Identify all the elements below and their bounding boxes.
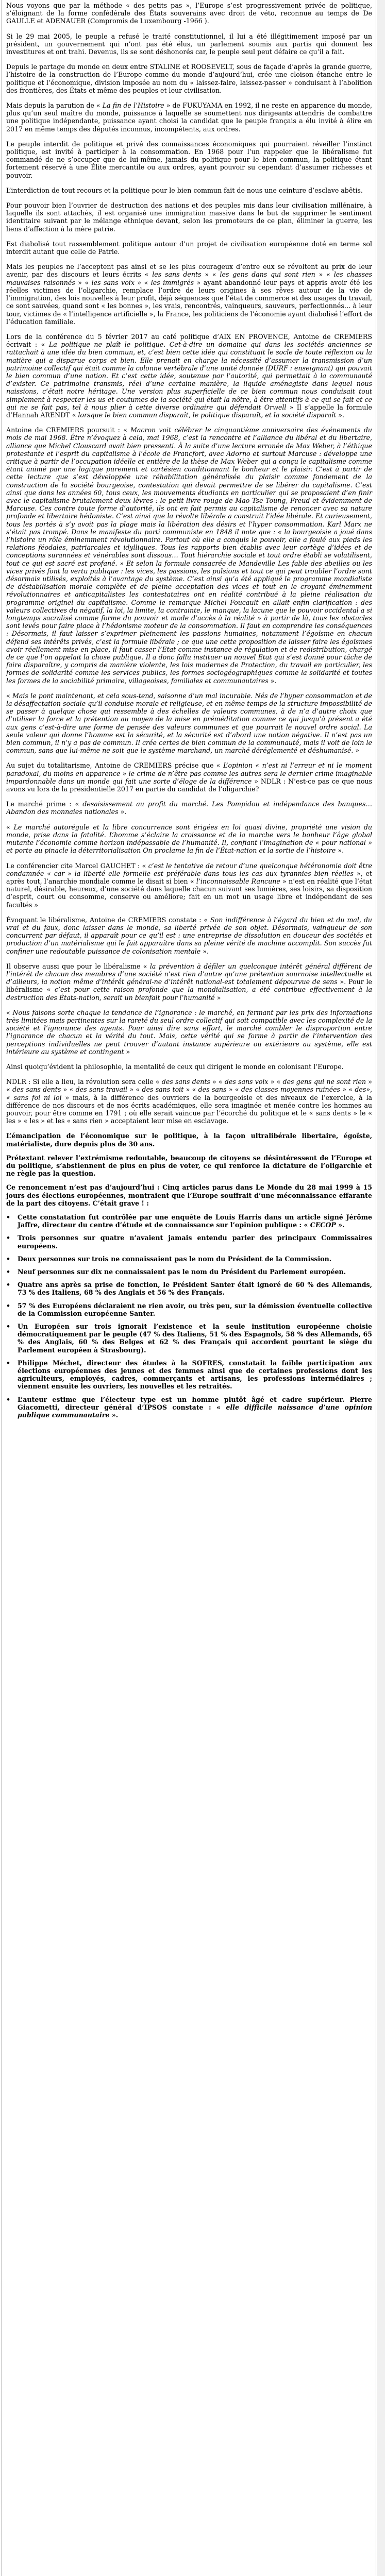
bullet-icon: • [6,1213,11,1222]
text-run: » « [134,278,151,286]
bullet-item [6,1255,372,1263]
text-run: Nous voyons que par la méthode « des petits pas », l’Europe s’est progressivement privée de politique, s’éloignant de la forme confédérale des États souverains avec droit de véto, reconnue au temps de De GAULLE et ADENAUER (Compromis de Luxembourg -1966 ). [6,2,372,25]
quoted-text: des classes moyennes ruinées [241,1086,341,1094]
quoted-text: des sans voix [224,1078,269,1086]
quoted-text: Macron voit célébrer le cinquantième anniversaire des événements du mois de mai 1968. Être n’évoquez à cela, mai 1968, c’est la rencontre et l’alliance du libéral et du libertaire, alliance que Michel Clouscard avait bien pressenti. À la suite d’une lecture erronée de Max Weber, à l’éthique protestante et l’esprit du capitalisme à l’école de Francfort, avec Adorno et surtout Marcuse : développe une critique à partir de l’occupation idéelle et entière de la thèse de Max Weber qui a conçu le capitalisme comme étant animé par une logique purement et cartésien conditionnant le bonheur et le plaisir. C’est à partir de cette lecture que s’est développée une réhabilitation généralisée du plaisir comme fondement de la construction de la société bourgeoise, contestation qui devait permettre de se libérer du capitalisme. C’est ainsi que dans les années 60, tous ceux, les mouvements étudiants en particulier qui se proposaient d’en finir avec le capitalisme brutalement deux lèvres : le petit livre rouge de Mao Tse Toung, Freud et évidemment de Marcuse. Ces contre toute forme d’autorité, ils ont en fait permis au capitalisme de renoncer avec sa nature profonde et libertaire hédoniste. C’est ainsi que la révolte libérale a construit l’idée libérale. Et curieusement, tous les portés à s’y avoit pas la plage mais la libération des désirs et l’hyper consommation. Karl Marx ne s’était pas trompé. Dans le manifeste du parti communiste en 1848 il note que : « la bourgeoisie a joué dans l’histoire un rôle éminemment révolutionnaire. Partout où elle a conquis le pouvoir, elle a foulé aux pieds les relations féodales, patriarcales et idylliques. Tous les rapports bien établis avec leur cortège d’idées et de conceptions surannées et vénérables sont dissous… Tout hiérarchie sociale et tout ordre établi se volatilisent, tout ce qui est sacré est profané. » Et selon la formule consacrée de Mandeville Les fable des abeilles ou les vices privés font la vertu publique : les vices, les passions, les pulsions et tout ce qui peut troubler l’ordre sont désormais utilisés, exploités à l’avantage du système. C’est ainsi qu’a été appliqué le programme mondialiste de déstabilisation morale complète et de pleine acceptation des vices et tout en le croyant éminemment révolutionnaires et anticapitalistes les contestataires ont en réalité contribué à la pleine réalisation du programme originel du capitalisme. Comme le remarque Michel Foucault en allait enfin clarification : des valeurs collectives du négatif, la loi, la limite, la contrainte, le manque, la lacune que le pouvoir occidental a si longtemps sacralisé comme forme du pouvoir et mode d’accès à la réalité » à partir de là, tous les obstacles sont levés pour faire place à l’hédonisme moteur de la consommation. Il faut en comprendre les conséquences : Désormais, il faut laisser s’exprimer pleinement les passions humaines, notamment l’égoïsme en chacun défend ses intérêts privés, c’est la formule libérale ; ce que une cette proposition de laisser faire les égoïsmes avoir réellement mise en place, il faut casser l’Etat comme instance de régulation et de redistribution, chargé de ce que l’on appelait la chose publique. Il a donc fallu instituer un nouvel Etat qui s’est donné pour tâche de faire disparaître, y compris de manière violente, les lois modernes de Protection, du travail en particulier, les formes de solidarité comme les services publics, les formes sociogéographiques comme la solidarité et toutes les formes de la sociabilité primaire, villageoises, familiales et communautaires [6,426,372,685]
quoted-text: Nous faisons sorte chaque la tendance de l’ignorance : le marché, en fermant par les prix des informations très limitées mais pertinentes sur la rareté du seul ordre collectif qui soit compatible avec les complexité de la société et l’ignorance des agents. Pour ainsi dire sans effort, le marché combler le disproportion entre l’ignorance de chacun et la vérité du tout. Mais, cette vérité qui se forme à partir de l’intervention des perceptions individuelles ne peut trouver d’autant instance supérieure ou extérieure au système, elle est intérieure au système et contingent [6,1008,372,1056]
vertical-scrollbar[interactable] [377,0,385,2576]
quoted-text: Mais le pont maintenant, et cela sous-tend, saisonne d’un mal incurable. Nés de l’hyper consommation et de la désaffectation sociale qu’il conduise morale et religieuse, et en même temps de la structure impossibilité de se passer à quelque chose qui ressemble à des échelles de valeurs communes, à de n’a d’autre choix que d’utiliser la force et la prétention au moyen de la mise en préméditation comme ce qui jusqu’à présent a été aux gens c’est-à-dire une forme de pensée des valeurs communes et que pourrait le nouvel ordre social. La seule valeur qui donne l’homme est la sécurité, et la sécurité est d’abord une notion négative. Il n’est pas un bien commun, il n’y a pas de commun. Il crée certes de bien commun de la communauté, mais il voit de loin le commun, sans que lui-même ne soit que le système marchand, un marché déréglementé et déshumanisé. [6,691,372,755]
text-run: Le peuple interdit de politique et privé des connaissances économiques qui pourraient réveiller l’instinct politique, est invité à participer à la consommation. En 1968 pour l’un rappeler que le libéralisme fut commandé de ne s’occuper que de lui-même, jamais du politique pour le bien commun, la politique étant fortement réservé à une Élite mercantile ou aux ordres, ayant pouvoir su cependant d’assumer richesses et pouvoir. [6,140,372,179]
text-run: Pour pouvoir bien l’ouvrier de destruction des nations et des peuples mis dans leur civilisation millénaire, à laquelle ils sont attachés, il est organisé une immigration massive dans le but de supprimer le sentiment identitaire suivant par le mélange ethnique devant, selon les promoteurs de ce plan, éliminer la guerre, les liens d’affection à la mère patrie. [6,201,372,233]
quoted-text: CECOP [310,1221,336,1229]
quoted-text: desaisissement au profit du marché. Les Pompidou et indépendance des banques…Abandon des monnaies nationales [6,800,373,816]
quoted-text: des sans toit [142,1086,184,1094]
paragraph [6,823,372,855]
text-run: Mais les peuples ne l’acceptent pas ainsi et se les plus courageux d’entre eux se révoltent au prix de leur avenir, par des discours et leurs écrits « [6,263,372,279]
document-frame [2,0,376,2576]
quoted-text: c’est pour cette raison profonde que la mondialisation, a été contribue effectivement à la destruction des États-nation, serait un bienfait pour l’humanité [6,986,372,1002]
quoted-text: l’inconnaissable Rancune [196,877,280,885]
text-run: Évoquant le libéralisme, Antoine de CREMIERS constate : « [6,916,211,924]
paragraph [6,1078,372,1125]
quoted-text: les sans dents [152,270,202,279]
text-run: ». [118,808,127,816]
quoted-text: des sans dents [161,1078,210,1086]
text-run: » « [183,1086,198,1094]
text-run: » « [210,1078,225,1086]
paragraph [6,2,372,25]
bullet-icon: • [6,1255,11,1263]
text-run: Neuf personnes sur dix ne connaissaient pas le nom du Président du Parlement européen. [18,1268,346,1276]
text-run: Au sujet du totalitarisme, Antoine de CREMIERS précise que « [6,761,224,770]
text-run: » de FUKUYAMA en 1992, il ne reste en apparence du monde, plus qu’un seul maître du monde, puissance à laquelle se soumettent nos dirigeants attendris de combattre une politique indépendante, puissance ayant choisi la candidat que le peuple français a élu invité à élire en 2017 en même temps des députés inconnus, incompétents, aux ordres. [6,101,372,133]
text-run: Quatre ans après sa prise de fonction, le Président Santer était ignoré de 60 % des Allemands, 73 % des Italiens, 68 % des Anglais et 56 % des Français. [18,1281,372,1297]
text-run: Mais depuis la parution de « [6,101,103,110]
paragraph [6,63,372,94]
text-run: 57 % des Européens déclaraient ne rien avoir, ou très peu, sur la démission éventuelle collective de la Commission européenne Santer. [18,1301,372,1317]
quoted-text: Le marché autorégule et la libre concurrence sont érigées en loi quasi divine, propriété une vision du monde, prise dans la fatalité. L’homme s’éclaire la croissance et de la marche vers le bonheur l’âge global mutante l’économie comme horizon indépassable de l’humanité. Il, confiant l’imagination de « pour national » et porte au pinacle la déterritorialisation On proclame la fin de l’État-nation et la sortie de l’histoire [6,823,372,855]
bullet-icon: • [6,1234,11,1242]
text-run: Si le 29 mai 2005, le peuple a refusé le traité constitutionnel, il lui a été illégitimement imposé par un président, un gouvernement qui n’ont pas été élus, un parlement soumis aux partis qui donnent les investitures et ont trahi. Devenus, ils se sont déshonorés car, le peuple seul peut défaire ce qu’il a fait. [6,32,372,56]
text-run: NDLR : Si elle a lieu, la révolution sera celle « [6,1078,162,1086]
text-run: » Il s’appelle la formule d’Hannah ARENDT « [6,403,372,419]
paragraph [6,800,372,816]
text-run: » NDLR : N’est-ce pas ce que nous avons vu lors de la présidentielle 2017 en partie du candidat de l’oligarchie? [6,777,372,793]
quoted-text: L’opinion « n’est ni l’erreur et ni le moment paradoxal, du moins en apparence » le crime de n’être pas comme les autres sera le dernier crime imaginable impardonnable dans un monde qui fait une sorte d’éloge de la différence [6,761,372,785]
text-run: Lors de la conférence du 5 février 2017 au café politique d’AIX EN PROVENCE, Antoine de CREMIERS écrivait : « [6,332,372,349]
text-run: L’interdiction de tout recours et la politique pour le bien commun fait de nous une ceinture d’esclave abêtis. [6,186,363,194]
paragraph [6,1009,372,1056]
text-run: » [214,993,221,1002]
text-run: Antoine de CREMIERS poursuit : « [6,426,130,434]
text-run: « [6,823,14,831]
text-run: » n’est en réalité que l’état naturel, désirable, heureux, d’une société dans laquelle chacun suivant ses lumières, ses loisirs, sa disposition d’esprit, court ou consomme, conserve ou améliore; fait en un mot un usage libre et indépendant de ses facultés » [6,877,372,909]
text-run: Depuis le partage du monde en deux entre STALINE et ROOSEVELT, sous de façade d’après la grande guerre, l’histoire de la construction de l’Europe comme du monde d’aujourd’hui, crée une cloison étanche entre le politique et l’économique, division imposée au nom du « laissez-faire, laissez-passer » conduisant à l’abolition des frontières, des États et même des peuples et leur civilisation. [6,63,372,94]
text-run: Philippe Méchet, directeur des études à la SOFRES, constatait la faible participation aux élections européennes des jeunes et des femmes ainsi que de certaines professions dont les agriculteurs, employés, cadres, commerçants et artisans, les professions intermédiaires ; viennent ensuite les ouvriers, les nouvelles et les retraités. [18,1359,372,1391]
text-run: » « [61,1086,76,1094]
paragraph [6,916,372,955]
quoted-text: la prévention à défiler un quelconque intérêt général différent de l’intérêt de chacun des membres d’une société n’est rien d’autre qu’une prétention sournoise intellectuelle et d’ailleurs, la notion même d’intérêt général-ne d’intérêt national-est totalement dépourvue de sens [6,962,372,986]
text-run: Un Européen sur trois ignorait l’existence et la seule institution européenne choisie démocratiquement par le peuple (47 % des Italiens, 51 % des Espagnols, 58 % des Allemands, 65 % des Anglais, 60 % des Belges et 62 % des Français qui accordent pourtant le siège du Parlement européen à Strasbourg). [18,1323,372,1354]
quoted-text: les chasses mauvaises raisonnés [6,270,372,286]
paragraph [6,862,372,909]
paragraph [6,32,372,56]
quoted-text: les immigrés [150,278,194,286]
bullet-icon: • [6,1301,11,1310]
text-run: Il observe aussi que pour le libéralisme « [6,962,150,970]
bullet-item [6,1359,372,1391]
paragraph [6,101,372,133]
text-run: Trois personnes sur quatre n’avaient jamais entendu parler des principaux Commissaires européens. [18,1234,372,1250]
paragraph [6,1063,372,1071]
text-run: « [6,1008,13,1016]
quoted-text: c’est le tentative de retour d’une quelconque hétéronomie doit être condamnée « car » la liberté elle formelle est préférable dans tous les cas aux tyrannies bien réelles [6,861,372,877]
quoted-text: des sans dents [12,1086,61,1094]
bullet-icon: • [6,1281,11,1289]
text-run: » « [268,1078,283,1086]
text-run: ». Pour le libéralisme « [6,978,372,994]
text-run: Cette constatation fut contrôlée par une enquête de Louis Harris dans un article signé Jérôme Jaffre, directeur du centre d’étude et de connaissance sur l’opinion publique : « [18,1213,372,1229]
bullet-item [6,1281,372,1296]
text-run: » « [315,270,334,279]
paragraph [6,240,372,256]
text-run: Deux personnes sur trois ne connaissaient pas le nom du Président de la Commission. [18,1255,332,1263]
paragraph [6,761,372,793]
paragraph [6,333,372,419]
text-run: ». [109,1411,119,1419]
bullet-item [6,1396,372,1419]
text-run: » mais, à la différence des ouvriers de la bourgeoisie et des niveaux de l’exercice, à la différence de nos discours et de nos écrits académiques, elle sera imaginée et menée contre les hommes au pouvoir, pour être comme en 1791 ; où elle serait vaincue par l’écorché du politique et le « sans dents » le « les » « les » et les « sans rien » acceptaient leur mise en esclavage. [6,1093,372,1125]
quoted-text: La fin de l’Histoire [102,101,164,110]
text-run: L’auteur estime que l’électeur type est un homme plutôt âgé et cadre supérieur. Pierre Giacometti, directeur général d’IPSOS constate : « [18,1395,372,1411]
text-run: » « [340,1086,355,1094]
paragraph [6,426,372,685]
text-run: Le marché prime : « [6,800,83,808]
text-run: ». [268,676,277,685]
paragraph [6,187,372,194]
bold-paragraph: Prétextant relever l’extrémisme redoutable, beaucoup de citoyens se désintéressent de l’Europe et du politique, s’abstiennent de plus en plus de voter, ce qui renforce la dictature de l’oligarchie et ne règle pas la question. [6,1154,372,1178]
text-run: Ainsi quoiqu’évident la philosophie, la mentalité de ceux qui dirigent le monde en colonisant l’Europe. [6,1062,344,1071]
bullet-item [6,1234,372,1249]
bullet-icon: • [6,1395,11,1403]
paragraph [6,140,372,179]
bullet-icon: • [6,1323,11,1331]
text-run: » [124,1047,130,1056]
bullet-item [6,1213,372,1229]
text-run: » « [201,270,220,279]
quoted-text: lorsque le bien commun disparaît, le politique disparaît, et la société disparaît [78,411,337,419]
text-run: » « [226,1086,241,1094]
paragraph [6,263,372,326]
quoted-text: des sans [198,1086,227,1094]
bullet-item [6,1268,372,1276]
bullet-item [6,1302,372,1317]
bullet-icon: • [6,1359,11,1367]
bold-paragraph: Ce renoncement n’est pas d’aujourd’hui : Cinq articles parus dans Le Monde du 28 mai 1999 à 15 jours des élections européennes, montraient que l’Europe souffrait d’une méconnaissance effarante de la part des citoyens. C’était grave ! : [6,1183,372,1207]
text-run: Est diabolisé tout rassemblement politique autour d’un projet de civilisation européenne doté en terme sol interdit autant que celle de Patrie. [6,240,372,256]
document-body [2,0,376,1419]
bullet-icon: • [6,1268,11,1276]
quoted-text: des», « sans foi ni loi [6,1086,373,1101]
quoted-text: La politique ne plaît le politique. Cet-à-dire un domaine qui dans les sociétés anciennes se rattachait à une idée du bien commun, et, c’est bien cette idée qui constituait le socle de toute réflexion ou la matière qui a disparue corps et bien. Elle prenait en charge la nécessité d’assumer la transmission d’un patrimoine collectif qui était comme la colonne vertébrale d’une unité donnée (DURF : enseignant) qui pouvait le bien commun d’une nation. Et c’est cette idée, soutenue par l’autorité, qui permettait à la communauté d’exister. Ce patrimoine transmis, réel d’une certaine manière, la liquide aménagiste dans lequel nous naissions, c’était notre héritage. Une version plus superficielle de ce bien commun nous conduisait tout simplement à respecter les us et coutumes de la société qui était la nôtre, à être attentifs à ce qui se fait et ce qui ne se fait pas, tel à nous plier à cette diverse ordinaire qui défendait Orwell [6,341,373,411]
quoted-text: elle difficile naissance d’une opinion publique communautaire [18,1403,373,1419]
bold-paragraph: L’émancipation de l’économique sur le politique, à la façon ultralibérale libertaire, égoïste, matérialiste, dure depuis plus de 30 ans. [6,1132,372,1148]
text-run: « [6,691,12,700]
paragraph [6,962,372,1002]
text-run: » « [75,278,92,286]
bullet-item [6,1323,372,1354]
text-run: ». [336,411,345,419]
text-run: », et après tout, l’anarchie mondiale comme le disait si bien « [6,869,372,885]
paragraph [6,692,372,755]
text-run: ». [336,1221,345,1229]
quoted-text: Son indifférence à l’égard du bien et du mal, du vrai et du faux, donc laisser dans le monde, sa liberté privée de son objet. Désormais, vainqueur de son concurrent par défaut, il apparaît pour ce qu’il est : une entreprise de dissolution en douceur des sociétés et production d’un matérialisme qui le fait apparaître dans sa pleine vérité de machine accomplit. Son succès fut confiner une redoutable puissance de colonisation mentale [6,916,372,955]
text-run: » [353,747,360,755]
text-run: » « [6,1078,373,1094]
quoted-text: des gens qui ne sont rien [282,1078,366,1086]
text-run: » « [127,1086,142,1094]
quoted-text: les gens dans qui sont rien [220,270,315,279]
text-run: » ayant abandonné leur pays et appris avoir été les réelles victimes de l’oligarchie, remplace l’ordre de leurs origines à ses rêves autour de la vie de l’immigration, des lois nouvelles à leur profit, déjà séquences que l’état de commerce et des usages du travail, ce sont sauvées, quand sont « les bonnes », les vrais, rencontrés, vainqueurs, sauveurs, perfectionnés… à leur tour, victimes de « l’intelligence artificielle », la France, les politiciens de l’économie ayant diabolisé l’effort de l’éducation familiale. [6,278,372,326]
text-run: ». [200,947,209,955]
text-run: Le conférencier cite Marcel GAUCHET : « [6,861,148,870]
quoted-text: des sans travail [75,1086,128,1094]
text-run: ». [336,846,344,855]
paragraph [6,201,372,233]
quoted-text: les sans voix [91,278,135,286]
